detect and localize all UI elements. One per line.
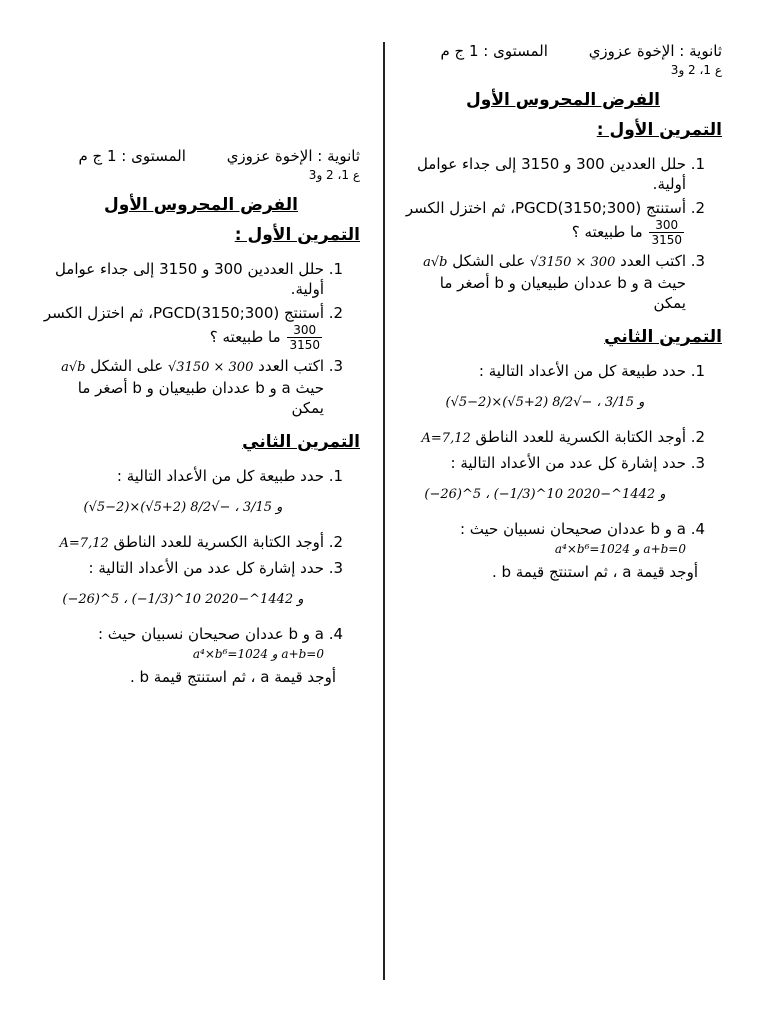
rational-number: A=7,12 [59,536,109,551]
conditions: a⁴×b⁶=1024 و a+b=0 [554,542,686,556]
ex1-item-2: 2. أستنتج PGCD(3150;300)، ثم اختزل الكسر $\frac{300}{3150}$ ما طبيعته ؟ [42,303,324,352]
exercise1-list [42,259,360,418]
ex2-item-4: 4. a و b عددان صحيحان نسبيان حيث : a⁴×b⁶=1024 و a+b=0 [404,519,686,559]
exam-title: الفرض المحروس الأول [104,195,298,215]
rational-number: A=7,12 [421,431,471,446]
level-cont: ع 1، 2 و3 [670,63,722,77]
numbers-line: (√5−2)×(√5+2) و 3/15 ، −√8/2 [445,395,645,410]
ex1-item-1: 1. حلل العددين 300 و 3150 إلى جداء عوامل أولية. [404,154,686,194]
exercise1-list [404,154,722,313]
product-expression: √3150 × 300 [168,360,254,375]
exercise1-heading: التمرين الأول : [234,225,360,245]
ex2-item-2: 2. أوجد الكتابة الكسرية للعدد الناطق A=7,12 [42,532,324,554]
ex1-item-1: 1. حلل العددين 300 و 3150 إلى جداء عوامل أولية. [42,259,324,299]
ex2-item-3: 3. حدد إشارة كل عدد من الأعداد التالية : (−26)^5 ، (−1/3)^10 و 1442^−2020 [42,558,324,614]
level-cont: ع 1، 2 و3 [308,168,360,182]
final-question: أوجد قيمة a ، ثم استنتج قيمة b . [491,563,698,581]
copy-right [404,40,722,581]
signs-line: (−26)^5 ، (−1/3)^10 و 1442^−2020 [62,592,304,607]
ex2-item-4: 4. a و b عددان صحيحان نسبيان حيث : a⁴×b⁶=1024 و a+b=0 [42,624,324,664]
form-expression: a√b [423,255,448,270]
signs-line: (−26)^5 ، (−1/3)^10 و 1442^−2020 [424,487,666,502]
school-name: ثانوية : الإخوة عزوزي [588,42,722,60]
exercise2-list [404,361,722,559]
exercise2-heading: التمرين الثاني [604,327,722,347]
form-expression: a√b [61,360,86,375]
ex2-item-1: 1. حدد طبيعة كل من الأعداد التالية : (√5−2)×(√5+2) و 3/15 ، −√8/2 [42,466,324,522]
ex2-item-2: 2. أوجد الكتابة الكسرية للعدد الناطق A=7,12 [404,427,686,449]
exercise1-heading: التمرين الأول : [596,120,722,140]
conditions: a⁴×b⁶=1024 و a+b=0 [192,647,324,661]
final-question: أوجد قيمة a ، ثم استنتج قيمة b . [129,668,336,686]
copy-left [42,145,360,686]
ex1-item-3: 3. اكتب العدد √3150 × 300 على الشكل a√b حيث a و b عددان طبيعيان و b أصغر ما يمكن [42,356,324,418]
header [42,145,360,167]
exercise2-list [42,466,360,664]
ex2-item-3: 3. حدد إشارة كل عدد من الأعداد التالية : (−26)^5 ، (−1/3)^10 و 1442^−2020 [404,453,686,509]
level: المستوى : 1 ج م [78,147,186,165]
product-expression: √3150 × 300 [530,255,616,270]
level: المستوى : 1 ج م [440,42,548,60]
ex1-item-3: 3. اكتب العدد √3150 × 300 على الشكل a√b حيث a و b عددان طبيعيان و b أصغر ما يمكن [404,251,686,313]
header [404,40,722,62]
column-divider [383,42,385,980]
fraction: $\frac{300}{3150}$ [289,323,320,352]
school-name: ثانوية : الإخوة عزوزي [226,147,360,165]
exercise2-heading: التمرين الثاني [242,432,360,452]
exam-title: الفرض المحروس الأول [466,90,660,110]
ex2-item-1: 1. حدد طبيعة كل من الأعداد التالية : (√5−2)×(√5+2) و 3/15 ، −√8/2 [404,361,686,417]
fraction: $\frac{300}{3150}$ [651,218,682,247]
numbers-line: (√5−2)×(√5+2) و 3/15 ، −√8/2 [83,500,283,515]
ex1-item-2: 2. أستنتج PGCD(3150;300)، ثم اختزل الكسر $\frac{300}{3150}$ ما طبيعته ؟ [404,198,686,247]
